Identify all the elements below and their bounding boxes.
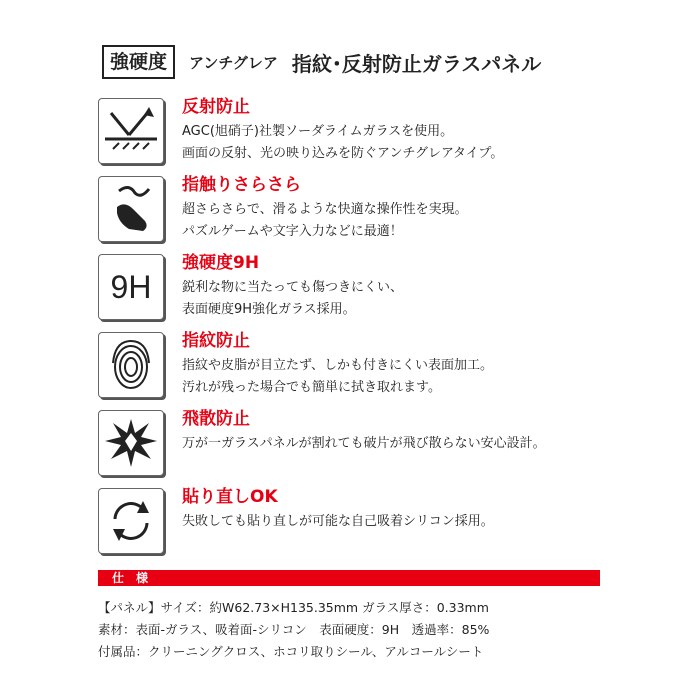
hardness-badge: 強硬度 bbox=[102, 45, 175, 79]
header bbox=[102, 45, 541, 79]
feature-text: パズルゲームや文字入力などに最適！ bbox=[182, 224, 403, 239]
icon-label: 9H bbox=[110, 269, 152, 305]
feature-title: 強硬度9H bbox=[182, 253, 260, 273]
reapply-icon bbox=[98, 488, 164, 554]
feature-reapply bbox=[98, 488, 658, 558]
feature-text: 指紋や皮脂が目立たず、しかも付きにくい表面加工。 bbox=[182, 358, 493, 373]
spec-heading: 仕 様 bbox=[112, 571, 149, 585]
feature-text: 汚れが残った場合でも簡単に拭き取れます。 bbox=[182, 380, 441, 395]
feature-hardness bbox=[98, 254, 658, 324]
feature-title: 反射防止 bbox=[182, 97, 250, 117]
feature-text: 超さらさらで、滑るような快適な操作性を実現。 bbox=[182, 202, 468, 217]
feature-smooth-touch bbox=[98, 176, 658, 246]
fingerprint-icon bbox=[98, 332, 164, 398]
feature-text: 失敗しても貼り直しが可能な自己吸着シリコン採用。 bbox=[182, 514, 494, 529]
feature-text: 鋭利な物に当たっても傷つきにくい、 bbox=[182, 280, 404, 295]
feature-title: 指紋防止 bbox=[182, 331, 250, 351]
feature-anti-fingerprint bbox=[98, 332, 658, 402]
spec-heading-bar bbox=[98, 570, 600, 586]
page-title: 指紋･反射防止ガラスパネル bbox=[291, 51, 542, 76]
feature-text: 表面硬度9H強化ガラス採用。 bbox=[182, 302, 356, 317]
hardness-9h-icon bbox=[98, 254, 164, 320]
feature-text: AGC(旭硝子)社製ソーダライムガラスを使用。 bbox=[182, 124, 454, 139]
feature-shatter-proof bbox=[98, 410, 658, 480]
spec-line: 【パネル】サイズ：約W62.73×H135.35mm ガラス厚さ：0.33mm bbox=[98, 600, 489, 615]
spec-line: 素材：表面-ガラス、吸着面-シリコン 表面硬度：9H 透過率：85% bbox=[98, 622, 490, 637]
feature-text: 画面の反射、光の映り込みを防ぐアンチグレアタイプ。 bbox=[182, 146, 504, 161]
shatter-icon bbox=[98, 410, 164, 476]
feature-anti-reflection bbox=[98, 98, 658, 168]
feature-title: 指触りさらさら bbox=[182, 175, 301, 195]
feature-title: 飛散防止 bbox=[182, 409, 250, 429]
anti-reflection-icon bbox=[98, 98, 164, 164]
finger-swipe-icon bbox=[98, 176, 164, 242]
feature-text: 万が一ガラスパネルが割れても破片が飛び散らない安心設計。 bbox=[182, 436, 546, 451]
feature-title: 貼り直しOK bbox=[182, 487, 278, 507]
subtitle: アンチグレア bbox=[189, 53, 278, 72]
spec-line: 付属品：クリーニングクロス、ホコリ取りシール、アルコールシート bbox=[98, 644, 484, 659]
